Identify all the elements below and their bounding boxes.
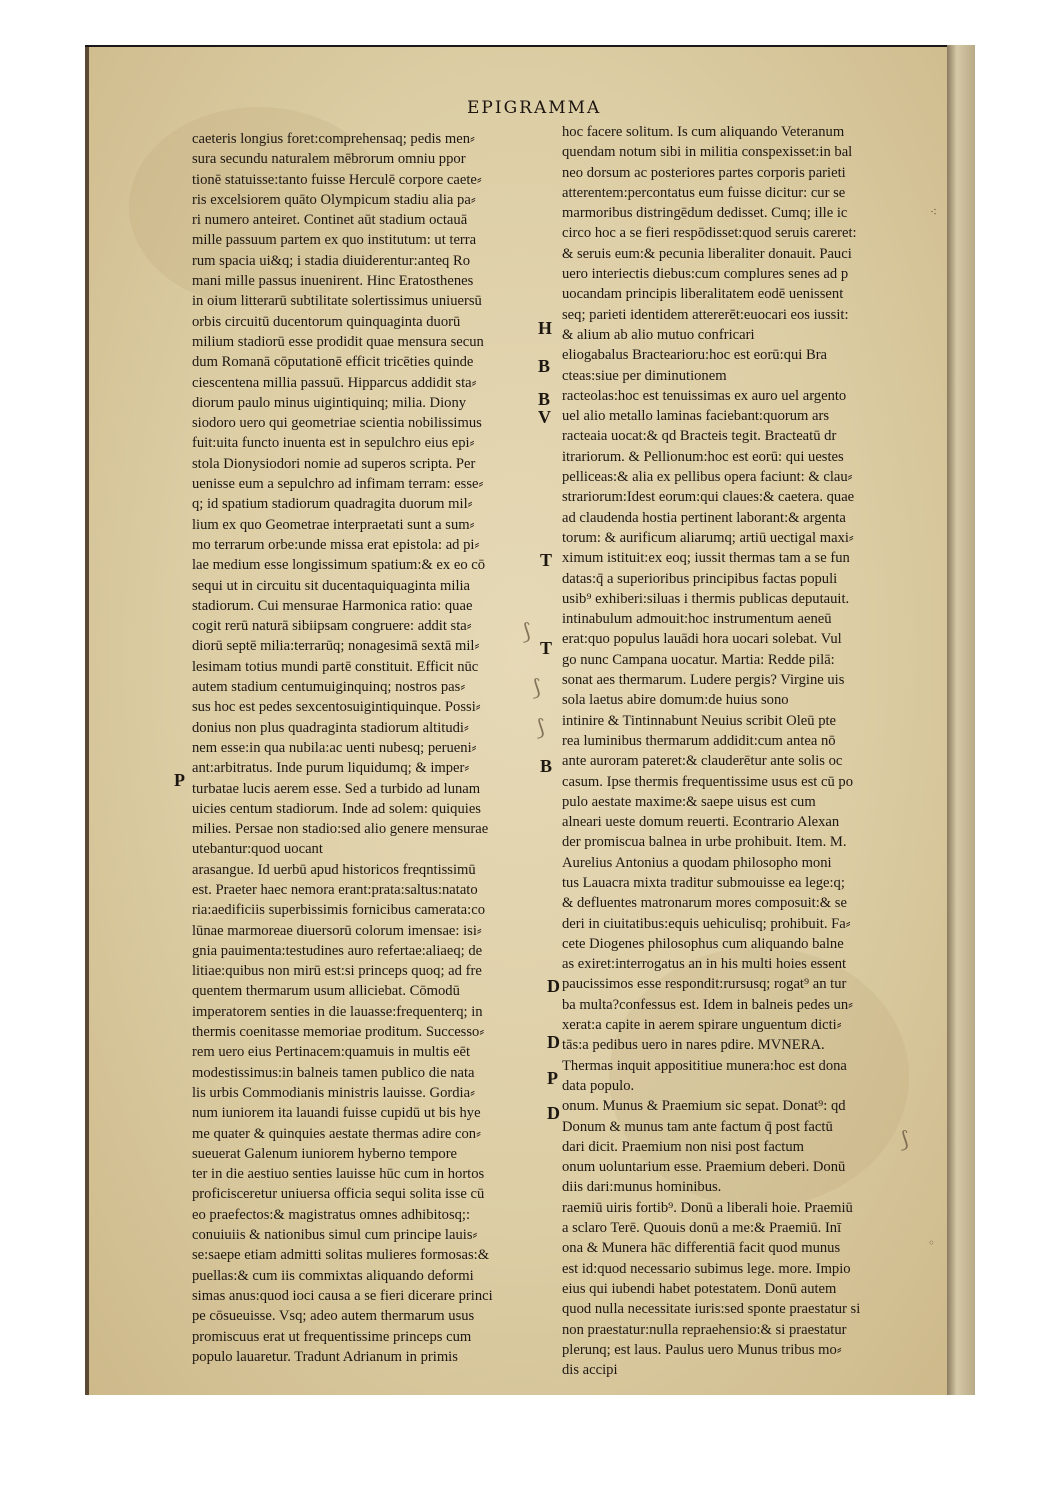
text-line: tās:a pedibus uero in nares pdire. MVNERA. (562, 1037, 825, 1054)
text-line: stadiorum. Cui mensurae Harmonica ratio: quae (192, 597, 473, 614)
text-line: casum. Ipse thermis frequentissime usus est cū po (562, 773, 854, 790)
text-line: stola Dionysiodori nomie ad superos scripta. Per (192, 455, 476, 472)
text-line: & defluentes matronarum mores composuit:& se (562, 895, 847, 912)
text-line: q; id spatium stadiorum quadragita duorum mil⸗ (192, 496, 473, 513)
marginal-flourish: ⟆ (532, 676, 541, 701)
text-line: ant:arbitratus. Inde purum liquidumq; & imper⸗ (192, 760, 470, 777)
text-line: lium ex quo Geometrae interpraetati sunt a sum⸗ (192, 516, 475, 533)
text-line: & seruis eum:& pecunia liberaliter donauit. Pauci (562, 245, 852, 262)
text-line: imperatorem senties in die lauasse:frequenterq; in (192, 1003, 483, 1020)
text-line: sueuerat Galenum iuniorem hyberno tempore (192, 1145, 458, 1162)
text-line: thermis coenitasse memoriae proditum. Successo⸗ (192, 1024, 485, 1041)
text-line: ad claudenda hostia pertinent laborant:& argenta (562, 509, 846, 526)
text-line: neo dorsum ac posteriores partes corporis parieti (562, 164, 846, 181)
text-line: tionē statuisse:tanto fuisse Herculē corpore caete⸗ (192, 171, 482, 188)
text-line: uenisse eum a sepulchro ad infimam terram: esse⸗ (192, 476, 484, 493)
text-line: tus Lauacra mixta traditur submouisse ea lege:q; (562, 874, 845, 891)
text-line: in oium litterarū subtilitate solertissimus uniuersū (192, 293, 482, 310)
text-line: paucissimos esse respondit:rursusq; rogat⁹ an tur (562, 976, 847, 993)
text-line: num iuniorem ita lauandi fuisse cupidū ut bis hye (192, 1105, 481, 1122)
margin-circle-ornament: ◦ (928, 1236, 936, 1250)
text-line: deri in ciuitatibus:equis uehiculisq; prohibuit. Fa⸗ (562, 915, 851, 932)
text-line: autem stadium centumuiginquinq; nostros pas⸗ (192, 679, 466, 696)
text-line: racteolas:hoc est tenuissimas ex auro uel argento (562, 387, 847, 404)
text-line: marmoribus distringēdum dedisset. Cumq; ille ic (562, 205, 848, 222)
text-line: lesimam totius mundi partē constituit. Efficit nūc (192, 658, 479, 675)
text-line: mo terrarum orbe:unde missa erat epistola: ad pi⸗ (192, 536, 480, 553)
text-line: litiae:quibus non mirū est:si princeps quoq; ad fre (192, 963, 482, 980)
text-line: hoc facere solitum. Is cum aliquando Veteranum (562, 124, 845, 140)
text-line: lae medium esse longissimum spatium:& ex eo cō (192, 557, 486, 574)
text-line: pe cōsueuisse. Vsq; adeo autem thermarum usus (192, 1308, 475, 1325)
text-line: eliogabalus Bractearioru:hoc est eorū:qui Bra (562, 347, 828, 364)
text-line: ri numero anteiret. Continet aūt stadium octauā (192, 212, 468, 229)
margin-initial-letter: H (538, 318, 553, 338)
text-line: seq; parieti identidem attererēt:euocari eos iussit: (562, 306, 849, 323)
marginal-flourish: ⟆ (522, 620, 531, 645)
text-line: intinabulum admouit:hoc instrumentum aeneū (562, 611, 832, 628)
text-line: uocandam principis liberalitatem eodē uenissent (562, 286, 844, 303)
text-line: usib⁹ exhiberi:siluas i thermis publicas deputauit. (562, 590, 850, 607)
text-line: promiscuus erat ut frequentissime princeps cum (192, 1328, 472, 1345)
text-line: milium stadiorū esse prodidit quae mensura secun (192, 333, 484, 350)
text-line: dis accipi (562, 1362, 618, 1379)
margin-initial-letter: D (547, 1103, 560, 1123)
text-line: est id:quod necessario subimus lege. more. Impio (562, 1260, 851, 1277)
left-text-column (192, 129, 493, 1367)
text-line: cogit rerū naturā sibiipsam congruere: addit sta⸗ (192, 618, 472, 635)
text-line: quod nulla necessitate iuris:sed sponte praestatur si (562, 1301, 861, 1318)
text-line: lis urbis Commodianis ministris lauisse. Gordia⸗ (192, 1084, 475, 1101)
margin-initial-letter: T (540, 638, 553, 658)
text-line: dari dicit. Praemium non nisi post factum (562, 1138, 804, 1155)
text-line: dum Romanā cōputationē efficit tricēties quinde (192, 354, 474, 371)
text-line: sola laetus abire domum:de huius sono (562, 692, 789, 709)
text-line: alneari ueste domum reuerti. Econtrario Alexan (562, 814, 840, 831)
text-line: quentem thermarum usum alliciebat. Cōmodū (192, 983, 460, 1000)
text-line: ris excelsiorem quāto Olympicum stadiu alia pa⸗ (192, 191, 476, 208)
text-line: uel alio metallo laminas faciebant:quorum ars (562, 408, 830, 425)
text-line: arasangue. Id uerbū apud historicos freqntissimū (192, 861, 476, 878)
text-line: datas:q̄ a superioribus principibus factas populi (562, 570, 838, 587)
text-line: data populo. (562, 1077, 635, 1094)
text-line: Aurelius Antonius a quodam philosopho moni (562, 854, 832, 871)
text-line: modestissimus:in balneis tamen publico die nata (192, 1064, 475, 1081)
text-line: sura secundu naturalem mēbrorum omniu ppor (192, 151, 466, 168)
margin-initial-letter: B (538, 389, 551, 409)
text-line: itrariorum. & Pellionum:hoc est eorū: qui uestes (562, 448, 844, 465)
margin-initial-letter: T (540, 550, 553, 570)
text-line: gnia pauimenta:testudines auro refertae:aliaeq; de (192, 942, 483, 959)
text-line: ona & Munera hāc differentiā facit quod munus (562, 1240, 841, 1257)
text-line: rem uero eius Pertinacem:quamuis in multis eēt (192, 1044, 471, 1061)
text-line: plerunq; est laus. Paulus uero Munus tribus mo⸗ (562, 1341, 842, 1358)
text-line: Donum & munus tam ante factum q̄ post factū (562, 1118, 833, 1135)
text-line: non praestatur:nulla repraehensio:& si praestatur (562, 1321, 847, 1338)
text-line: torum: & aurificum aliarumq; artiū uectigal maxi⸗ (562, 529, 854, 546)
margin-dots-ornament: ⁖ (930, 205, 938, 219)
text-line: mille passuum partem ex quo institutum: ut terra (192, 232, 477, 249)
margin-initial-letter: D (547, 976, 560, 996)
text-line: pulo aestate maxime:& saepe uisus est cum (562, 793, 816, 810)
text-line: conuiuiis & nationibus simul cum principe lauis⸗ (192, 1227, 478, 1244)
text-line: onum. Munus & Praemium sic sepat. Donat⁹: qd (562, 1098, 846, 1115)
text-line: sonat aes thermarum. Ludere pergis? Virgine uis (562, 672, 845, 689)
text-line: utebantur:quod uocant (192, 841, 323, 858)
text-line: a sclaro Terē. Quouis donū a me:& Praemiū. Inī (562, 1220, 842, 1237)
page-edge (947, 45, 975, 1395)
text-line: & alium ab alio mutuo confricari (562, 326, 755, 343)
right-text-column (562, 122, 860, 1380)
text-line: ria:aedificiis superbissimis fornicibus camerata:co (192, 902, 485, 919)
marginal-flourish: ⟆ (900, 1128, 909, 1153)
text-line: se:saepe etiam admitti solitas mulieres formosas:& (192, 1247, 490, 1264)
margin-initial-letter: P (174, 770, 185, 790)
text-line: lūnae marmoreae diuersorū colorum imensae: isi⸗ (192, 922, 482, 939)
text-line: intinire & Tintinnabunt Neuius scribit Oleū pte (562, 712, 837, 729)
margin-initial-letter: B (538, 356, 551, 376)
marginal-flourish: ⟆ (536, 716, 545, 741)
text-line: as exiret:interrogatus an in his multi hoies essent (562, 956, 847, 973)
text-line: rea luminibus thermarum addidit:cum antea nō (562, 732, 836, 749)
text-line: cteas:siue per diminutionem (562, 367, 727, 384)
text-line: ciescentena millia passuū. Hipparcus addidit sta⸗ (192, 374, 477, 391)
text-line: erat:quo populus lauādi hora uocari solebat. Vul (562, 631, 842, 648)
text-line: populo lauaretur. Tradunt Adrianum in primis (192, 1348, 458, 1365)
text-line: siodoro uero qui geometriae scientia nobilissimus (192, 415, 482, 432)
text-line: Thermas inquit apposititiue munera:hoc est dona (562, 1057, 847, 1074)
text-line: fuit:uita functo inuenta est in sepulchro eius epi⸗ (192, 435, 475, 452)
text-line: mani mille passus inuenirent. Hinc Eratosthenes (192, 273, 474, 290)
text-line: donius non plus quadraginta stadiorum altitudi⸗ (192, 719, 469, 736)
text-line: uicies centum stadiorum. Inde ad solem: quiquies (192, 800, 481, 817)
text-line: ter in die aestiuo senties lauisse hūc cum in hortos (192, 1166, 485, 1183)
margin-initial-letter: V (538, 407, 551, 427)
text-line: onum uoluntarium esse. Praemium deberi. Donū (562, 1159, 846, 1176)
text-line: diorum paulo minus uigintiquinq; milia. Diony (192, 394, 467, 411)
text-line: simas anus:quod ioci causa a se fieri dicerare princi (192, 1287, 493, 1304)
text-line: uero interiectis diebus:cum complures senes ad p (562, 266, 849, 283)
margin-initial-letter: P (547, 1068, 558, 1088)
text-line: turbatae lucis aerem esse. Sed a turbido ad lunam (192, 780, 481, 797)
text-line: go nunc Campana uocatur. Martia: Redde pilā: (562, 651, 835, 668)
text-line: sequi ut in circuitu sit ducentaquiquaginta milia (192, 577, 471, 594)
text-line: eius qui iubendi habet potestatem. Donū autem (562, 1280, 837, 1297)
text-line: eo praefectos:& magistratus omnes adhibitosq;: (192, 1206, 471, 1223)
text-line: pelliceas:& alia ex pellibus opera faciunt: & clau⸗ (562, 469, 853, 486)
text-line: cete Diogenes philosophus cum aliquando balne (562, 935, 844, 952)
text-line: diis dari:munus hominibus. (562, 1179, 722, 1196)
text-line: caeteris longius foret:comprehensaq; pedis men⸗ (192, 131, 475, 147)
text-line: ba multa?confessus est. Idem in balneis pedes un⸗ (562, 996, 853, 1013)
text-line: strariorum:Idest eorum:qui claues:& caetera. quae (562, 489, 855, 506)
text-line: atterentem:percontatus eum fuisse dicitur: cur se (562, 184, 846, 201)
text-line: rum spacia ui&q; i stadia diuiderentur:anteq Ro (192, 252, 471, 269)
text-line: est. Praeter haec nemora erant:prata:saltus:natato (192, 881, 478, 898)
text-line: raemiū uiris fortib⁹. Donū a liberali hoie. Praemiū (562, 1199, 853, 1216)
text-line: xerat:a capite in aerem spirare unguentum dicti⸗ (562, 1017, 842, 1034)
text-line: ximum istituit:ex eoq; iussit thermas tam a se fun (562, 550, 850, 567)
text-line: milies. Persae non stadio:sed alio genere mensurae (192, 821, 489, 838)
text-line: der promiscua balnea in urbe prohibuit. Item. M. (562, 834, 847, 851)
text-line: puellas:& cum iis commixtas aliquando deformi (192, 1267, 474, 1284)
text-line: proficisceretur uniuersa officia sequi solita isse cū (192, 1186, 485, 1203)
text-line: circo hoc a se fieri respōdisset:quod seruis careret: (562, 225, 857, 242)
margin-initial-letter: D (547, 1032, 560, 1052)
text-line: quendam notum sibi in militia conspexisset:in bal (562, 144, 853, 161)
running-head: EPIGRAMMA (467, 98, 602, 118)
text-line: diorū septē milia:terrarūq; nonagesimā sextā mil⸗ (192, 638, 480, 655)
margin-initial-letter: B (540, 756, 553, 776)
text-line: me quater & quinquies aestate thermas adire con⸗ (192, 1125, 481, 1142)
text-line: ante auroram pateret:& clauderētur ante solis oc (562, 753, 843, 770)
text-line: racteaia uocat:& qd Bracteis tegit. Bracteatū dr (562, 428, 837, 445)
text-line: sus hoc est pedes sexcentosuigintiquinque. Possi⸗ (192, 699, 481, 716)
text-line: nem esse:in qua nubila:ac uenti nubesq; perueni⸗ (192, 739, 477, 756)
text-line: orbis circuitū ducentorum quinquaginta duorū (192, 313, 461, 330)
